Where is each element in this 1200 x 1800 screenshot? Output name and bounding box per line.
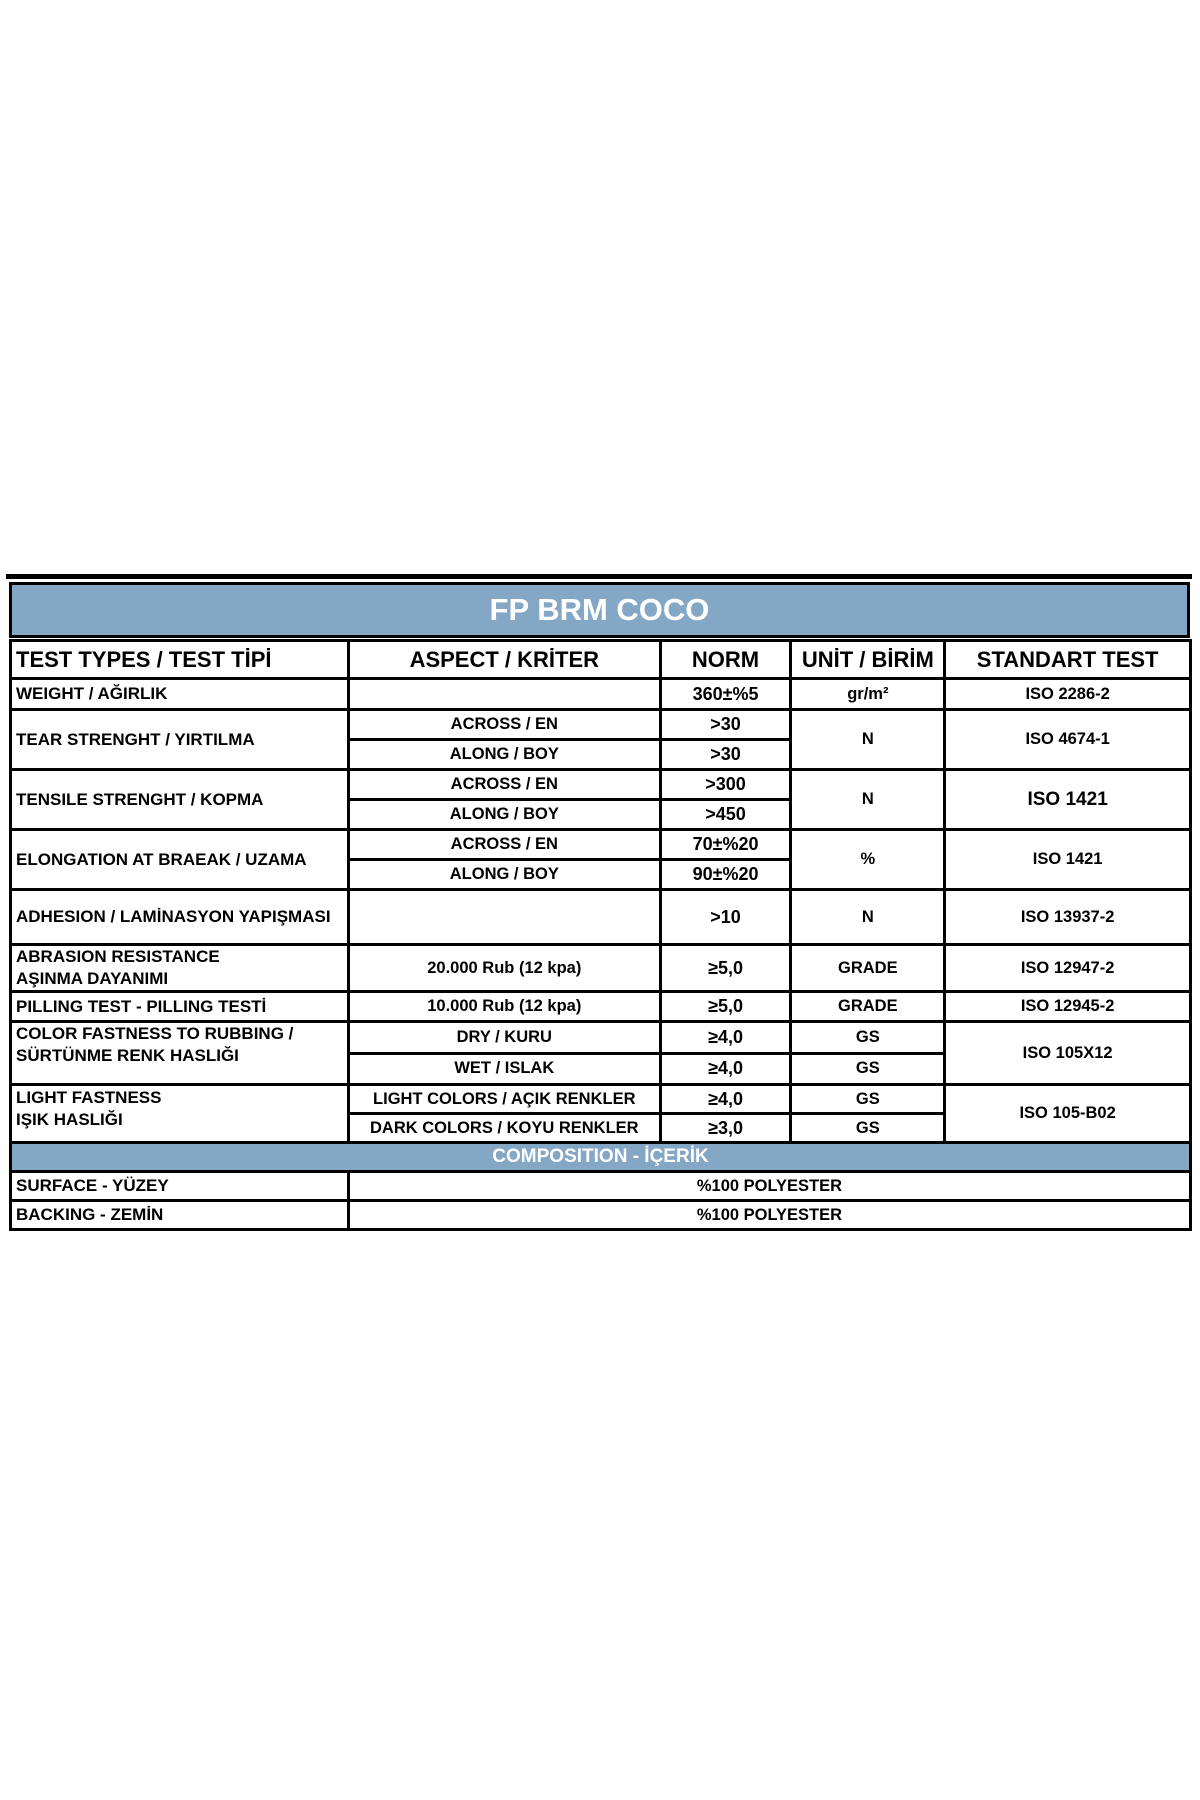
abrasion-label <box>11 945 349 992</box>
surface-value: %100 POLYESTER <box>348 1172 1190 1201</box>
tensile-standard: ISO 1421 <box>945 770 1191 830</box>
adhesion-norm: >10 <box>660 890 791 945</box>
weight-aspect <box>348 679 660 710</box>
light-unit-dark-colors: GS <box>791 1114 945 1143</box>
backing-value: %100 POLYESTER <box>348 1201 1190 1230</box>
light-norm-dark-colors: ≥3,0 <box>660 1114 791 1143</box>
tear-label: TEAR STRENGHT / YIRTILMA <box>11 710 349 770</box>
tear-aspect-across: ACROSS / EN <box>348 710 660 740</box>
table-row-pilling <box>11 992 1191 1022</box>
color-rubbing-label-line-2: SÜRTÜNME RENK HASLIĞI <box>16 1046 239 1065</box>
elongation-aspect-along: ALONG / BOY <box>348 860 660 890</box>
tensile-aspect-across: ACROSS / EN <box>348 770 660 800</box>
table-row-surface <box>11 1172 1191 1201</box>
spec-sheet <box>6 574 1192 1230</box>
pilling-unit: GRADE <box>791 992 945 1022</box>
table-row-weight <box>11 679 1191 710</box>
pilling-label: PILLING TEST - PILLING TESTİ <box>11 992 349 1022</box>
elongation-norm-across: 70±%20 <box>660 830 791 860</box>
tensile-unit: N <box>791 770 945 830</box>
pilling-aspect: 10.000 Rub (12 kpa) <box>348 992 660 1022</box>
light-unit-light-colors: GS <box>791 1085 945 1114</box>
tensile-norm-across: >300 <box>660 770 791 800</box>
composition-title: COMPOSITION - İÇERİK <box>11 1143 1191 1172</box>
weight-norm: 360±%5 <box>660 679 791 710</box>
light-norm-light-colors: ≥4,0 <box>660 1085 791 1114</box>
adhesion-aspect <box>348 890 660 945</box>
color-rubbing-norm-dry: ≥4,0 <box>660 1022 791 1054</box>
pilling-standard: ISO 12945-2 <box>945 992 1191 1022</box>
weight-standard: ISO 2286-2 <box>945 679 1191 710</box>
elongation-norm-along: 90±%20 <box>660 860 791 890</box>
light-aspect-light-colors: LIGHT COLORS / AÇIK RENKLER <box>348 1085 660 1114</box>
light-label-line-1: LIGHT FASTNESS <box>16 1087 162 1107</box>
elongation-unit: % <box>791 830 945 890</box>
header-aspect: ASPECT / KRİTER <box>348 641 660 679</box>
spec-table <box>9 639 1192 1231</box>
table-header-row <box>11 641 1191 679</box>
table-row-light-1 <box>11 1085 1191 1114</box>
tensile-aspect-along: ALONG / BOY <box>348 800 660 830</box>
adhesion-label: ADHESION / LAMİNASYON YAPIŞMASI <box>11 890 349 945</box>
tear-norm-along: >30 <box>660 740 791 770</box>
pilling-norm: ≥5,0 <box>660 992 791 1022</box>
color-rubbing-norm-wet: ≥4,0 <box>660 1053 791 1085</box>
elongation-label: ELONGATION AT BRAEAK / UZAMA <box>11 830 349 890</box>
abrasion-aspect: 20.000 Rub (12 kpa) <box>348 945 660 992</box>
color-rubbing-label-line-1: COLOR FASTNESS TO RUBBING / <box>16 1024 294 1043</box>
abrasion-label-line-1: ABRASION RESISTANCE <box>16 947 220 966</box>
color-rubbing-aspect-dry: DRY / KURU <box>348 1022 660 1054</box>
table-row-abrasion <box>11 945 1191 992</box>
light-label-line-2: IŞIK HASLIĞI <box>16 1109 123 1129</box>
abrasion-unit: GRADE <box>791 945 945 992</box>
header-unit: UNİT / BİRİM <box>791 641 945 679</box>
weight-label: WEIGHT / AĞIRLIK <box>11 679 349 710</box>
table-row-elongation-1 <box>11 830 1191 860</box>
color-rubbing-aspect-wet: WET / ISLAK <box>348 1053 660 1085</box>
tear-standard: ISO 4674-1 <box>945 710 1191 770</box>
tear-aspect-along: ALONG / BOY <box>348 740 660 770</box>
table-row-backing <box>11 1201 1191 1230</box>
header-norm: NORM <box>660 641 791 679</box>
table-row-color-rubbing-1 <box>11 1022 1191 1054</box>
header-standard: STANDART TEST <box>945 641 1191 679</box>
abrasion-norm: ≥5,0 <box>660 945 791 992</box>
tear-norm-across: >30 <box>660 710 791 740</box>
adhesion-standard: ISO 13937-2 <box>945 890 1191 945</box>
color-rubbing-standard: ISO 105X12 <box>945 1022 1191 1085</box>
sheet-title: FP BRM COCO <box>9 582 1190 638</box>
backing-label: BACKING - ZEMİN <box>11 1201 349 1230</box>
tensile-norm-along: >450 <box>660 800 791 830</box>
weight-unit: gr/m² <box>791 679 945 710</box>
elongation-standard: ISO 1421 <box>945 830 1191 890</box>
tensile-label: TENSILE STRENGHT / KOPMA <box>11 770 349 830</box>
surface-label: SURFACE - YÜZEY <box>11 1172 349 1201</box>
color-rubbing-unit-wet: GS <box>791 1053 945 1085</box>
adhesion-unit: N <box>791 890 945 945</box>
light-standard: ISO 105-B02 <box>945 1085 1191 1143</box>
table-row-tear-1 <box>11 710 1191 740</box>
light-label <box>11 1085 349 1143</box>
composition-header-row <box>11 1143 1191 1172</box>
header-test-types: TEST TYPES / TEST TİPİ <box>11 641 349 679</box>
table-row-adhesion <box>11 890 1191 945</box>
table-row-tensile-1 <box>11 770 1191 800</box>
tear-unit: N <box>791 710 945 770</box>
color-rubbing-label <box>11 1022 349 1085</box>
color-rubbing-unit-dry: GS <box>791 1022 945 1054</box>
light-aspect-dark-colors: DARK COLORS / KOYU RENKLER <box>348 1114 660 1143</box>
elongation-aspect-across: ACROSS / EN <box>348 830 660 860</box>
abrasion-label-line-2: AŞINMA DAYANIMI <box>16 969 169 988</box>
abrasion-standard: ISO 12947-2 <box>945 945 1191 992</box>
